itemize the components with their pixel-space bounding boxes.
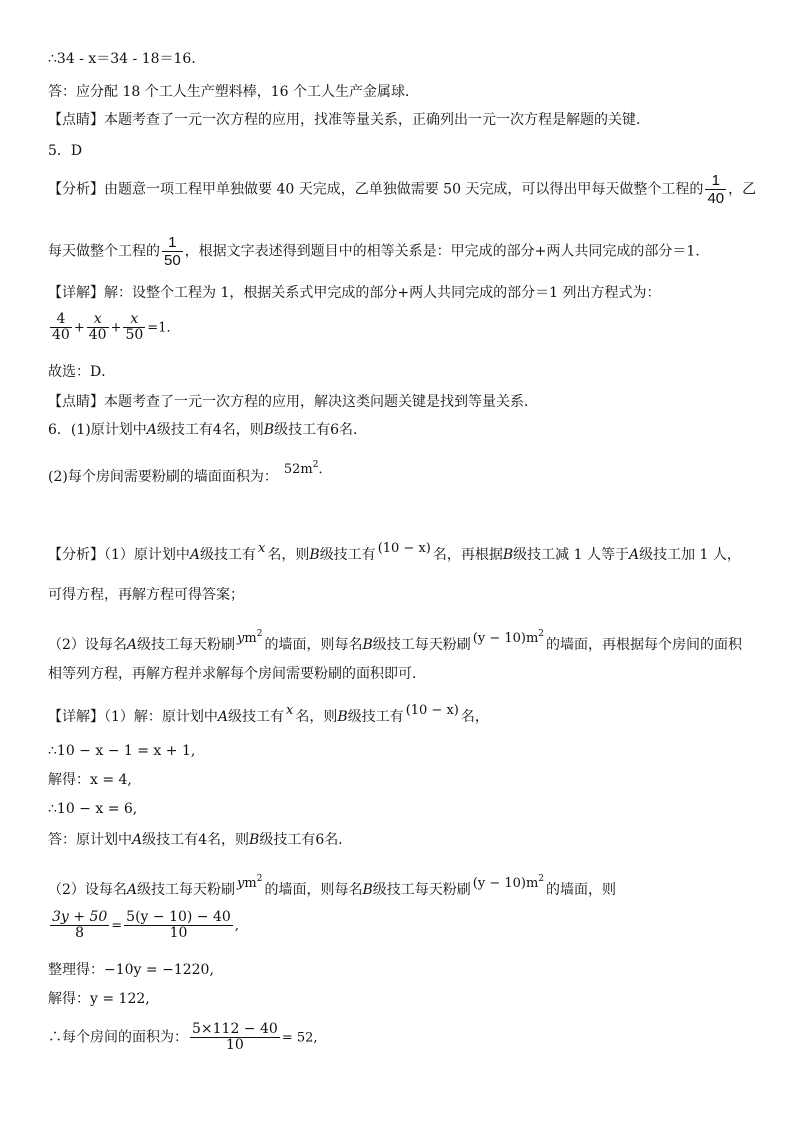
equation-6: $\frac{3y + 50}{8}$ = $\frac{5(y - 10) - 40}{10}$ , [52,909,239,941]
solution-5-line: 【详解】解：设整个工程为 1，根据关系式甲完成的部分+两人共同完成的部分＝1 列出方程式为： [48,285,661,301]
question-6-answer-1: 6．(1)原计划中A级技工有4名，则B级技工有6名． [48,422,368,438]
answer-line: 答：应分配 18 个工人生产塑料棒，16 个工人生产金属球． [48,84,419,100]
solution-6-therefore: ∴10 − x = 6, [48,801,138,817]
analysis-6-line4: 相等列方程，再解方程并求解每个房间需要粉刷的面积即可． [48,666,426,682]
analysis-5-line1: 【分析】由题意一项工程甲单独做要 40 天完成，乙单独做需要 50 天完成，可以得出甲每天做整个工程的 $\frac{1}{40}$ ，乙 [48,172,757,207]
question-5-answer: 5．D [48,143,83,159]
choice-line: 故选：D． [48,364,116,380]
solution-6-equation: ∴10 − x − 1 = x + 1, [48,743,196,759]
area-line: ∴每个房间的面积为： $\frac{5\times 112 - 40}{10}$ = 52, [48,1021,318,1053]
solve-y-line: 解得：y = 122, [48,991,150,1007]
analysis-6-line1: 【分析】（1）原计划中A级技工有 x 名，则B级技工有 (10 − x) 名，再根据B级技工减 1 人等于A级技工加 1 人， [48,541,741,563]
comment-5-line: 【点睛】本题考查了一元一次方程的应用，解决这类问题关键是找到等量关系． [48,394,538,410]
analysis-6-line2: 可得方程，再解方程可得答案； [48,587,244,603]
fraction-1-50: $\frac{1}{50}$ [164,234,181,269]
solution-6-solve: 解得：x = 4, [48,772,132,788]
comment-line: 【点睛】本题考查了一元一次方程的应用，找准等量关系，正确列出一元一次方程是解题的关键． [48,112,650,128]
simplify-line: 整理得：−10y = −1220, [48,962,214,978]
analysis-6-line3: （2）设每名A级技工每天粉刷 $ym^2$的墙面，则每名B级技工每天粉刷 $(y - 10)m^2$的墙面，再根据每个房间的面积 [48,629,743,653]
question-6-answer-2: (2)每个房间需要粉刷的墙面面积为： $52m^2$． [48,460,332,485]
equation-5: $\frac{4}{40}$ + $\frac{x}{40}$ + $\frac{x}{50}$ =1． [52,311,180,343]
solution-6-line1: 【详解】（1）解：原计划中A级技工有 x 名，则B级技工有 (10 − x) 名， [48,703,489,725]
analysis-5-line2: 每天做整个工程的 $\frac{1}{50}$ ，根据文字表述得到题目中的相等关系是：甲完成的部分+两人共同完成的部分＝1． [48,234,710,269]
therefore-line: ∴34 - x＝34 - 18＝16． [48,51,206,67]
fraction-1-40: $\frac{1}{40}$ [707,172,725,207]
solution-6-part2-line: （2）设每名A级技工每天粉刷 $ym^2$的墙面，则每名B级技工每天粉刷 $(y - 10)m^2$的墙面，则 [48,874,617,898]
solution-6-answer: 答：原计划中A级技工有4名，则B级技工有6名． [48,832,353,848]
